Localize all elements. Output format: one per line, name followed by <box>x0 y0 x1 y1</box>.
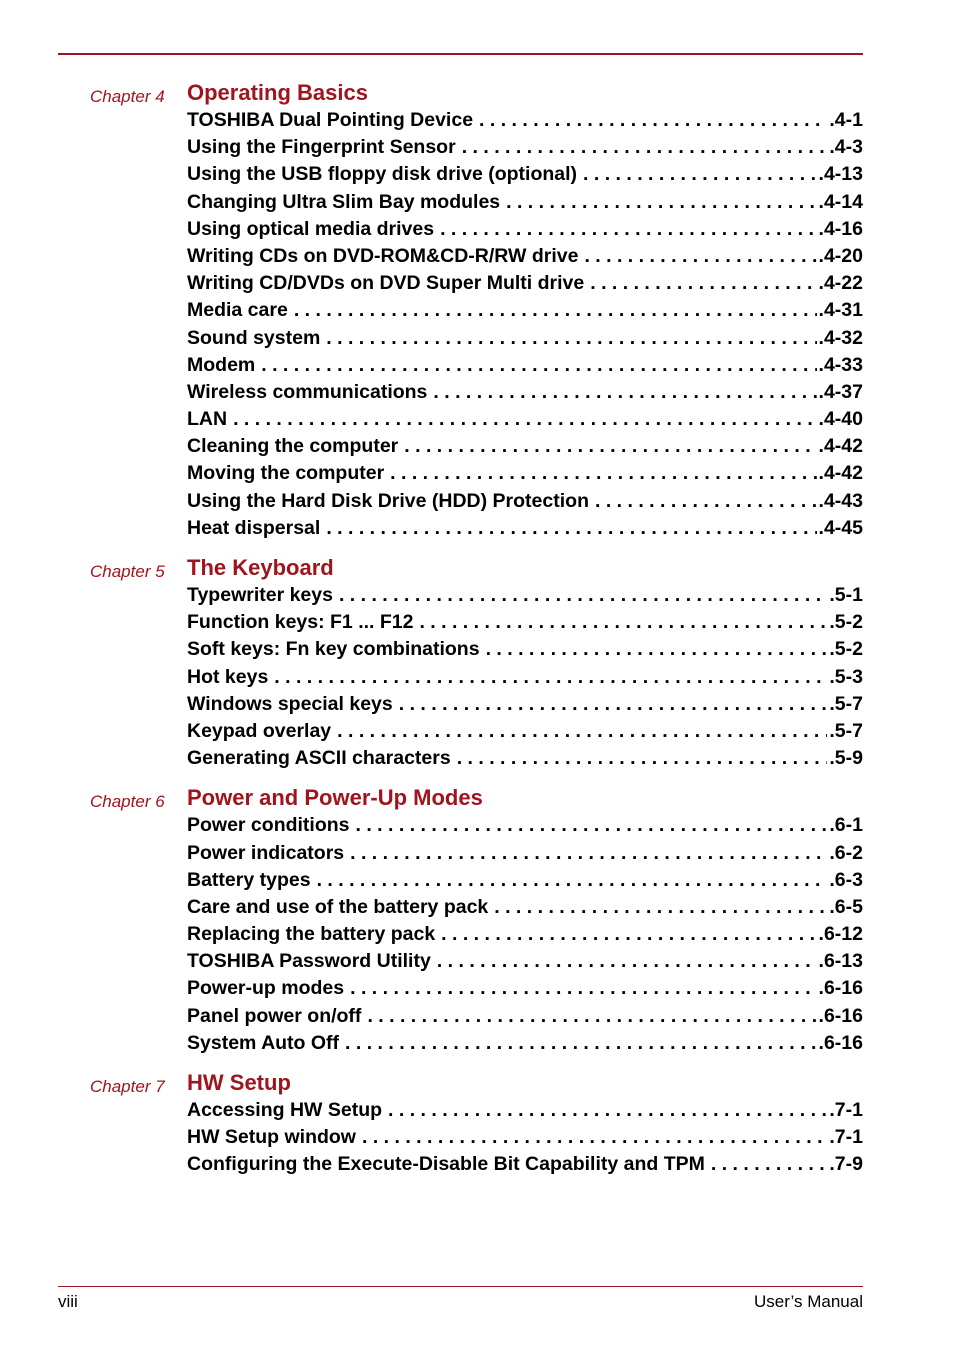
toc-entry-page: .6-3 <box>829 868 863 891</box>
dot-leader <box>233 406 816 433</box>
toc-entry[interactable] <box>187 745 863 772</box>
toc-entry[interactable] <box>187 975 863 1002</box>
toc-entry-title: Media care <box>187 299 288 322</box>
toc-entry-page: .4-20 <box>818 244 863 267</box>
toc-entry-page: .7-1 <box>829 1099 863 1121</box>
dot-leader <box>345 1030 817 1057</box>
toc-entry[interactable] <box>187 379 863 406</box>
toc-entry-title: Using the Hard Disk Drive (HDD) Protection <box>187 489 589 512</box>
toc-entry[interactable] <box>187 107 863 134</box>
dot-leader <box>711 1151 828 1178</box>
chapter-title-link[interactable]: Operating Basics <box>187 80 368 105</box>
toc-entry-page: .4-16 <box>818 217 863 240</box>
toc-entry-title: LAN <box>187 408 228 431</box>
toc-entry[interactable] <box>187 582 863 609</box>
toc-entry-page: .6-16 <box>818 1031 863 1054</box>
toc-entry-page: .4-22 <box>818 272 863 295</box>
toc-entry-page: .4-43 <box>818 489 863 512</box>
toc-entry[interactable] <box>187 812 863 839</box>
chapter-section <box>0 79 954 542</box>
dot-leader <box>339 582 827 609</box>
toc-entry-title: Replacing the battery pack <box>187 923 436 946</box>
dot-leader <box>462 134 828 161</box>
toc-entry[interactable] <box>187 948 863 975</box>
toc-entry[interactable] <box>187 609 863 636</box>
toc-entry-page: .6-12 <box>818 923 863 946</box>
chapter-label: Chapter 5 <box>90 562 165 581</box>
toc-entry[interactable] <box>187 406 863 433</box>
dot-leader <box>337 718 827 745</box>
toc-entry-title: Writing CD/DVDs on DVD Super Multi drive <box>187 272 585 295</box>
toc-entry-title: Function keys: F1 ... F12 <box>187 611 414 634</box>
toc-entry[interactable] <box>187 1003 863 1030</box>
dot-leader <box>595 488 817 515</box>
toc-entry-page: .5-2 <box>829 638 863 661</box>
toc-entry-page: .6-1 <box>829 814 863 837</box>
dot-leader <box>437 948 817 975</box>
chapter-title-link[interactable]: HW Setup <box>187 1070 291 1095</box>
dot-leader <box>583 161 817 188</box>
chapter-section <box>0 784 954 1057</box>
toc-entry-page: .4-33 <box>818 353 863 376</box>
dot-leader <box>326 515 816 542</box>
toc-entry-title: TOSHIBA Password Utility <box>187 950 431 973</box>
toc-entry-title: System Auto Off <box>187 1031 340 1054</box>
chapter-label: Chapter 6 <box>90 792 165 812</box>
chapter-label: Chapter 4 <box>90 87 165 106</box>
toc-entry-page: .4-3 <box>829 136 863 159</box>
dot-leader <box>419 609 827 636</box>
toc-entry[interactable] <box>187 189 863 216</box>
toc-entry-title: Battery types <box>187 868 311 891</box>
toc-entry-title: Using the USB floppy disk drive (optional) <box>187 163 578 186</box>
toc-entry[interactable] <box>187 718 863 745</box>
footer-rule <box>58 1286 863 1287</box>
toc-entry-title: Accessing HW Setup <box>187 1099 383 1121</box>
toc-entry-page: .4-31 <box>818 299 863 322</box>
toc-entry-title: Moving the computer <box>187 462 385 485</box>
toc-entry-list <box>187 1097 863 1179</box>
toc-entry-title: Sound system <box>187 326 321 349</box>
toc-entry-title: Soft keys: Fn key combinations <box>187 638 480 661</box>
toc-entry-title: Power indicators <box>187 841 345 864</box>
toc-entry[interactable] <box>187 216 863 243</box>
dot-leader <box>479 107 827 134</box>
toc-entry-page: .4-45 <box>818 516 863 539</box>
toc-entry-page: .5-7 <box>829 719 863 742</box>
toc-entry-page: .4-13 <box>818 163 863 186</box>
toc-entry-title: Wireless communications <box>187 380 428 403</box>
toc-entry-title: Panel power on/off <box>187 1004 362 1027</box>
toc-entry[interactable] <box>187 270 863 297</box>
toc-entry-page: .7-1 <box>829 1126 863 1149</box>
dot-leader <box>388 1097 827 1124</box>
toc-entry-list <box>187 582 863 772</box>
toc-entry[interactable] <box>187 1124 863 1151</box>
toc-entry-list <box>187 107 863 542</box>
toc-entry-title: Using optical media drives <box>187 217 435 240</box>
toc-entry-page: .5-7 <box>829 692 863 715</box>
chapter-title-link[interactable]: The Keyboard <box>187 555 334 580</box>
toc-entry-title: Hot keys <box>187 665 269 688</box>
header-rule <box>58 53 863 55</box>
dot-leader <box>590 270 816 297</box>
toc-entry-title: Heat dispersal <box>187 516 321 539</box>
toc-entry-title: Keypad overlay <box>187 719 332 742</box>
toc-entry-title: Cleaning the computer <box>187 435 399 458</box>
dot-leader <box>362 1124 827 1151</box>
dot-leader <box>399 691 828 718</box>
toc-entry-title: Power-up modes <box>187 977 345 1000</box>
toc-entry-title: Writing CDs on DVD-ROM&CD-R/RW drive <box>187 244 579 267</box>
dot-leader <box>486 636 828 663</box>
toc-entry-title: Generating ASCII characters <box>187 747 451 770</box>
toc-entry-page: .4-1 <box>829 109 863 131</box>
toc-entry-title: Changing Ultra Slim Bay modules <box>187 190 501 213</box>
toc-entry-title: TOSHIBA Dual Pointing Device <box>187 109 474 131</box>
dot-leader <box>584 243 816 270</box>
dot-leader <box>506 189 816 216</box>
dot-leader <box>294 297 817 324</box>
toc-entry[interactable] <box>187 867 863 894</box>
dot-leader <box>261 352 816 379</box>
toc-entry-page: .5-3 <box>829 665 863 688</box>
toc-entry[interactable] <box>187 840 863 867</box>
toc-entry[interactable] <box>187 691 863 718</box>
table-of-contents <box>0 79 954 1191</box>
chapter-section <box>0 554 954 772</box>
footer-page-number: viii <box>58 1292 78 1311</box>
toc-entry[interactable] <box>187 488 863 515</box>
toc-entry-page: .4-37 <box>818 380 863 403</box>
toc-entry-page: .6-5 <box>829 895 863 918</box>
toc-entry-page: .5-9 <box>829 747 863 770</box>
toc-entry[interactable] <box>187 894 863 921</box>
toc-entry-title: Power conditions <box>187 814 350 837</box>
toc-entry[interactable] <box>187 1097 863 1124</box>
toc-entry-page: .5-1 <box>829 584 863 606</box>
toc-entry[interactable] <box>187 664 863 691</box>
toc-entry-title: Care and use of the battery pack <box>187 895 489 918</box>
dot-leader <box>326 325 816 352</box>
toc-entry-page: .6-16 <box>818 977 863 1000</box>
toc-entry[interactable] <box>187 515 863 542</box>
toc-entry-page: .4-40 <box>818 408 863 431</box>
toc-entry-page: .7-9 <box>829 1153 863 1176</box>
dot-leader <box>440 216 816 243</box>
dot-leader <box>390 460 816 487</box>
toc-entry[interactable] <box>187 636 863 663</box>
toc-entry[interactable] <box>187 1030 863 1057</box>
dot-leader <box>356 812 828 839</box>
dot-leader <box>350 975 816 1002</box>
chapter-title-link[interactable]: Power and Power-Up Modes <box>187 785 483 811</box>
toc-entry[interactable] <box>187 460 863 487</box>
toc-entry-page: .4-14 <box>818 190 863 213</box>
toc-entry-list <box>187 812 863 1057</box>
toc-entry-page: .6-13 <box>818 950 863 973</box>
toc-entry-title: Using the Fingerprint Sensor <box>187 136 456 159</box>
toc-entry[interactable] <box>187 1151 863 1178</box>
toc-entry[interactable] <box>187 161 863 188</box>
toc-entry-page: .6-2 <box>829 841 863 864</box>
toc-entry[interactable] <box>187 243 863 270</box>
dot-leader <box>494 894 827 921</box>
dot-leader <box>367 1003 816 1030</box>
dot-leader <box>404 433 816 460</box>
footer-manual-title: User’s Manual <box>754 1292 863 1311</box>
toc-entry[interactable] <box>187 921 863 948</box>
chapter-section <box>0 1069 954 1179</box>
toc-entry[interactable] <box>187 297 863 324</box>
toc-entry-title: Configuring the Execute-Disable Bit Capability and TPM <box>187 1153 705 1176</box>
toc-entry[interactable] <box>187 352 863 379</box>
dot-leader <box>433 379 816 406</box>
toc-entry[interactable] <box>187 325 863 352</box>
toc-entry[interactable] <box>187 433 863 460</box>
toc-entry-page: .4-32 <box>818 326 863 349</box>
dot-leader <box>274 664 827 691</box>
chapter-label: Chapter 7 <box>90 1077 165 1096</box>
dot-leader <box>457 745 828 772</box>
toc-entry-title: Windows special keys <box>187 692 393 715</box>
toc-entry-page: .6-16 <box>818 1004 863 1027</box>
dot-leader <box>350 840 827 867</box>
toc-entry-page: .4-42 <box>818 462 863 485</box>
dot-leader <box>317 867 828 894</box>
toc-entry-title: Modem <box>187 353 256 376</box>
toc-entry-title: HW Setup window <box>187 1126 356 1149</box>
toc-entry-page: .4-42 <box>818 435 863 458</box>
toc-entry-title: Typewriter keys <box>187 584 333 606</box>
toc-entry[interactable] <box>187 134 863 161</box>
dot-leader <box>441 921 816 948</box>
toc-entry-page: .5-2 <box>829 611 863 634</box>
